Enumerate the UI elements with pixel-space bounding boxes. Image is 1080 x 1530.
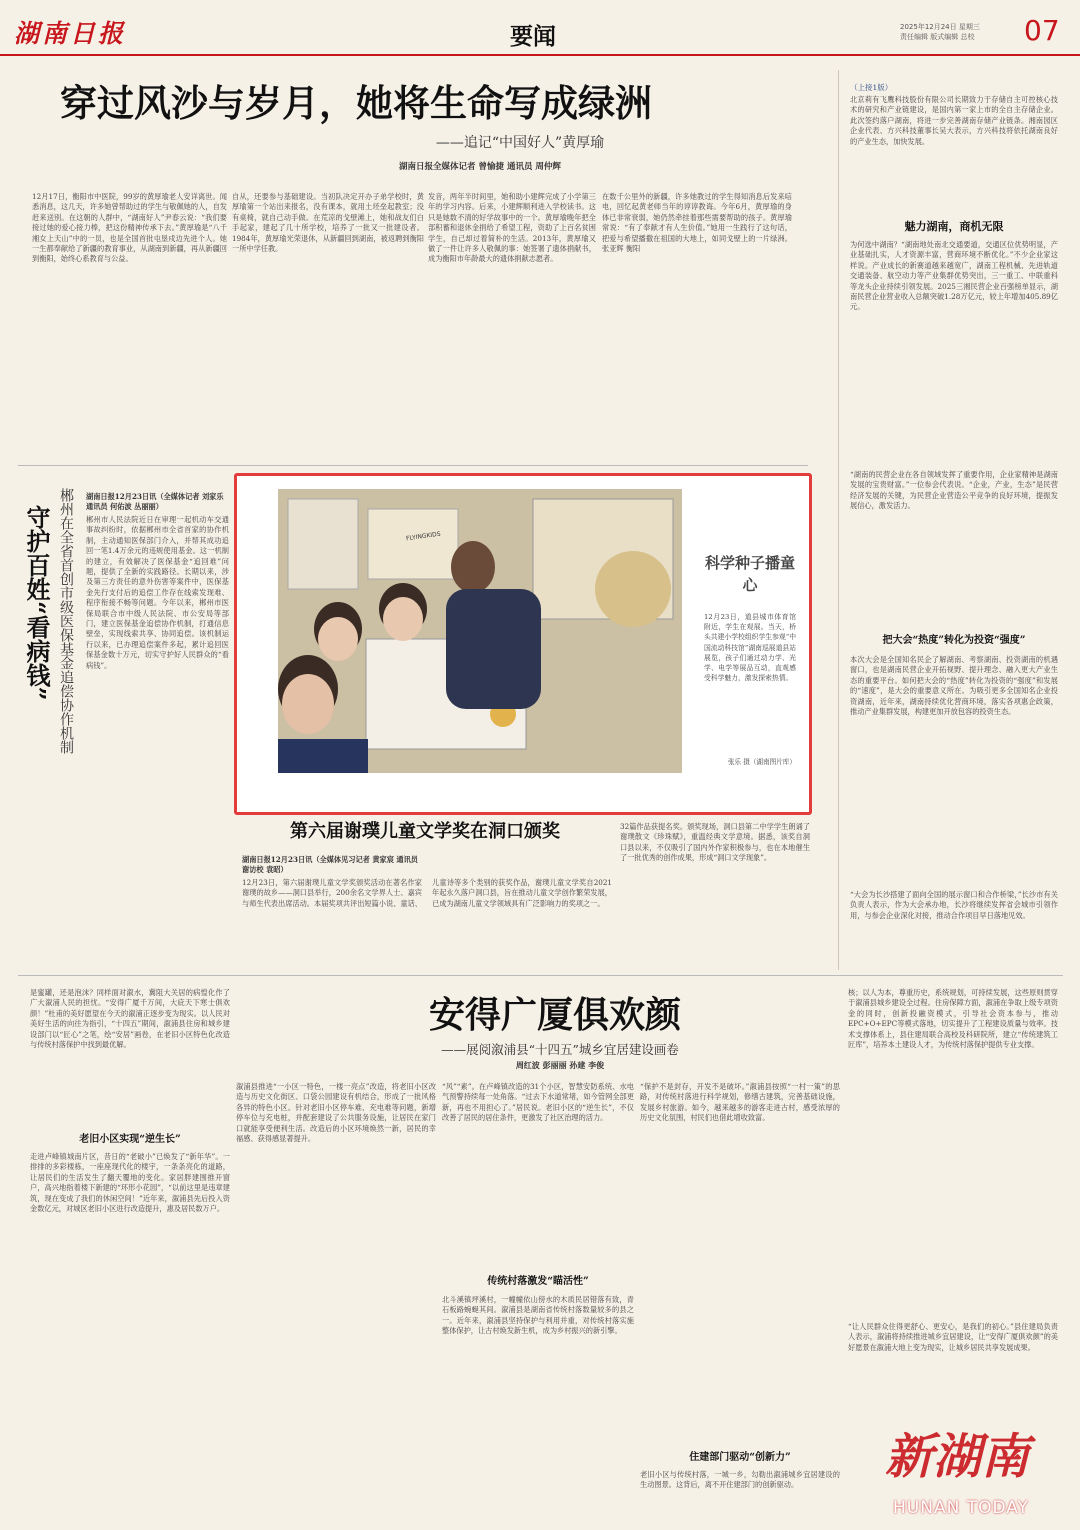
divider xyxy=(18,975,1063,976)
article4-lead: 是蜜罐，还是泡沫？同样面对溆水，冀阻大关居的病惶化作了广大溆浦人民的担忧。“安得广厦千万间，大庇天下寒士俱欢颜！”杜甫的美好愿望在今天的溆浦正逐步变为现实。以人民对美好生活的向往为指引，“十四五”期间，溆浦县住房和城乡建设部门以“匠心”之笔，绘“安居”画卷，在老旧小区特色化改造与传统村落保护中找到最优解。 xyxy=(30,988,230,1050)
article2-side-subtitle: 郴州在全省首创市级医保基金追偿协作机制 xyxy=(58,488,74,754)
article1-col1: 12月17日，衡阳市中医院，99岁的黄厚瑜老人安详离世。闻悉消息，这几天，许多她曾帮助过的学生与敬佩她的人，自发赶来送别。在这朝的人群中，“湖南好人”尹春云说：“我们要接过她的爱心接力棒，把这份精神传承下去。”黄厚瑜是“八千湘女上天山”中的一员，也是全国首批屯垦戍边先进个人。她一生都奉献给了新疆的教育事业，从湖南到新疆，再从新疆回到衡阳，始终心系教育与公益。 xyxy=(32,192,227,264)
date-line: 2025年12月24日 星期三 xyxy=(900,23,980,31)
article1-byline: 湖南日报全媒体记者 曾愉捷 通讯员 周仲辉 xyxy=(399,162,561,172)
article4-subhead-1: 老旧小区实现“逆生长” xyxy=(79,1134,181,1145)
right-para-4: “大会为长沙搭建了面向全国的展示窗口和合作桥梁，”长沙市有关负责人表示，作为大会承办地，长沙将继续发挥省会城市引领作用，与参会企业深化对接，推动合作项目早日落地见效。 xyxy=(850,890,1058,920)
article4-col4b: 老旧小区与传统村落，一城一乡，勾勒出溆浦城乡宜居建设的生动图景。这背后，离不开住建部门的创新驱动。 xyxy=(640,1470,840,1490)
photo-caption-title: 科学种子播童心 xyxy=(704,554,795,594)
article3-byline: 湖南日报12月23日讯（全媒体见习记者 黄家宸 通讯员 谢访校 袁昭） xyxy=(242,855,418,875)
article3-headline: 第六届谢璞儿童文学奖在洞口颁奖 xyxy=(290,821,560,842)
article3-body-2: 32篇作品获提名奖。颁奖现场，洞口县第二中学学生朗诵了谢璞散文《珍珠赋》，重温经典文学意境。据悉，该奖自洞口县以来，不仅吸引了国内外作家积极参与，也在本地催生了一批优秀的创作成果，形成“洞口文学现象”。 xyxy=(620,822,810,863)
article2-byline: 湖南日报12月23日讯（全媒体记者 刘家乐 通讯员 何佑波 丛丽丽） xyxy=(86,492,224,511)
article4-col5: 核；以人为本，尊重历史，系统规划，可持续发展，这些原则贯穿于溆浦县城乡建设全过程。住房保障方面，溆浦在争取上级专项资金的同时，创新投融资模式，引导社会资本参与，推动EPC+O+EPC等模式落地，切实提升了工程建设质量与效率。技术支撑体系上，县住建局联合高校及科研院所，建立“传统建筑工匠库”，培养本土建设人才，为传统村落保护提供专业支撑。 xyxy=(848,988,1058,1050)
right-intro: 北京莉有飞鹰科技股份有限公司长期致力于存储自主可控核心技术的研究和产业链建设，是国内第一家上市的全自主存储企业。此次签约落户湖南，将进一步完善湖南存储产业链条。湘南园区企业代表、方兴科技董事长吴大表示，方兴科技将依托湖南良好的产业生态，加快发展。 xyxy=(850,95,1058,146)
photo-credit: 张乐 摄（湖南图片库） xyxy=(727,758,796,766)
right-para-2: “湖南的民营企业在各自领域发挥了重要作用，企业家精神是湖南发展的宝贵财富。”一位参会代表说。“企业，产业，生态”是民营经济发展的关键，为民营企业营造公平竞争的良好环境，提振发展信心，激发活力。 xyxy=(850,470,1058,511)
masthead-logo: 湖南日报 xyxy=(14,19,127,48)
article4-byline: 周红波 彭丽丽 孙建 李俊 xyxy=(515,1060,605,1070)
article4-subhead-2: 传统村落激发“瞄活性” xyxy=(487,1276,589,1287)
article1-headline: 穿过风沙与岁月，她将生命写成绿洲 xyxy=(60,81,652,125)
article4-col2: 溆浦县推进“一小区一特色，一楼一亮点”改造，将老旧小区改造与历史文化街区、口袋公园建设有机结合，形成了一批风格各异的特色小区。针对老旧小区停车难、充电难等问题，新增停车位与充电桩，并配套建设了公共服务设施，让居民在家门口就能享受便利生活。改造后的小区环境焕然一新，居民的幸福感、获得感显著提升。 xyxy=(236,1082,436,1144)
right-para-1: 为何选中湖南？“湖南地处南北交通要道，交通区位优势明显，产业基础扎实，人才资源丰富，营商环境不断优化。”不少企业家这样说。产业成长的新赛道越来越宽广，湖南工程机械、先进轨道交通装备、航空动力等产业集群优势突出，三一重工、中联重科等龙头企业持续引领发展。2025三湘民营企业百强榜单显示，湖南民营企业营业收入总额突破1.28万亿元，较上年增加405.89亿元。 xyxy=(850,240,1058,312)
article2-side-title: 守护百姓“看病钱” xyxy=(22,505,51,701)
divider xyxy=(18,465,808,466)
photo-banner-text: FLYINGKIDS xyxy=(405,530,442,543)
watermark-sub: HUNAN TODAY xyxy=(893,1498,1029,1518)
article1-col2: 自从，还要参与基础建设。当初队决定开办子弟学校时，黄厚瑜第一个站出来报名，没有课本，就用土坯垒起教室；没有桌椅，就自己动手做。在荒凉的戈壁滩上，她和战友们白手起家，建起了几十所学校，培养了一批又一批建设者。1984年，黄厚瑜光荣退休，从新疆回到湖南，被返聘到衡阳一所中学任教。 xyxy=(232,192,424,254)
article4-col3b: 北斗溪镇坪溪村，一幢幢依山傍水的木质民居错落有致，青石板路蜿蜒其间。溆浦县是湖南省传统村落数量较多的县之一。近年来，溆浦县坚持保护与利用并重，对传统村落实施整体保护，让古村焕发新生机，成为乡村振兴的新引擎。 xyxy=(442,1295,634,1336)
watermark-logo: 新湖南 xyxy=(885,1429,1030,1485)
right-para-3: 本次大会是全国知名民企了解湖南、考察湖南、投资湖南的机遇窗口，也是湖南民营企业开拓视野、提升理念、融入更大产业生态的重要平台。如何把大会的“热度”转化为投资的“强度”和发展的“速度”，是大会的重要意义所在。为吸引更多全国知名企业投资湖南，近年来，湖南持续优化营商环境，落实各项惠企政策，推动产业集群发展，构建更加开放包容的投资生态。 xyxy=(850,655,1058,717)
article4-subtitle: ——展阅溆浦县“十四五”城乡宜居建设画卷 xyxy=(441,1042,679,1057)
article4-col5b: “让人民群众住得更舒心、更安心，是我们的初心。”县住建局负责人表示，溆浦将持续推进城乡宜居建设，让“安得广厦俱欢颜”的美好愿景在溆浦大地上变为现实，让城乡居民共享发展成果。 xyxy=(848,1322,1058,1352)
editors-line: 责任编辑 版式编辑 总校 xyxy=(900,33,975,41)
article1-subtitle: ——追记“中国好人”黄厚瑜 xyxy=(435,135,605,151)
article4-col3: “风”“素”。在卢峰镇改造的31个小区，智慧安防系统、水电气预警持续每一处角落。“过去下水道常堵，如今管网全部更新，再也不用担心了。”居民说。老旧小区的“逆生长”，不仅改善了居民的居住条件，更激发了社区治理的活力。 xyxy=(442,1082,634,1123)
photo-caption: 12月23日，道县城市体育馆附近，学生在观展。当天，桥头共建小学校组织学生参观“中国流动科技馆”湖南巡展道县站展览，孩子们通过动力学、光学、电学等展品互动，直观感受科学魅力，激发探索热情。 xyxy=(704,613,796,683)
right-subhead-2: 把大会“热度”转化为投资“强度” xyxy=(882,635,1026,646)
section-title: 要闻 xyxy=(510,23,556,50)
article2-body: 郴州市人民法院近日在审理一起机动车交通事故纠纷时，依据郴州市全省首家的协作机制，主动通知医保部门介入，并帮其成功追回一笔1.4万余元的违规使用基金。这一机制的建立，有效解决了医保基金“追回难”问题，提供了全新的实践路径。长期以来，涉及第三方责任的意外伤害等案件中，医保基金先行支付后的追偿工作存在线索发现难、程序衔接不畅等问题。今年以来，郴州市医保局联合市中级人民法院、市公安局等部门，建立医保基金追偿协作机制，打通信息壁垒，实现线索共享、协同追偿。该机制运行以来，已办理追偿案件多起，累计追回医保基金数十万元，切实守护好人民群众的“看病钱”。 xyxy=(86,515,229,670)
article4-headline: 安得广厦俱欢颜 xyxy=(428,994,681,1036)
column-rule xyxy=(838,70,839,970)
article4-subhead-3: 住建部门驱动“创新力” xyxy=(689,1452,791,1463)
article3-body: 12月23日，第六届谢璞儿童文学奖颁奖活动在著名作家谢璞的故乡——洞口县举行，200余名文学界人士、嘉宾与师生代表出席活动。本届奖项共评出短篇小说、童话、儿童诗等多个类别的获奖作品，谢璞儿童文学奖自2021年起永久落户洞口县，旨在推动儿童文学创作繁荣发展，已成为湖南儿童文学领域具有广泛影响力的奖项之一。 xyxy=(242,878,612,908)
right-subhead-1: 魅力湖南，商机无限 xyxy=(904,220,1004,233)
news-photo xyxy=(278,489,682,773)
article1-col3: 发音，两年半时间里，她和助小建辉完成了小学第三年的学习内容。后来，小建辉顺利进入学校读书。这只是她数不清的好学故事中的一个。黄厚瑜晚年把全部积蓄和退休金捐给了希望工程，资助了上百名贫困学生，自己却过着简朴的生活。2013年，黄厚瑜又做了一件让许多人敬佩的事：她签署了遗体捐献书，成为衡阳市年龄最大的遗体捐献志愿者。 xyxy=(428,192,596,264)
masthead-rule xyxy=(0,54,1080,56)
page-meta xyxy=(900,22,1030,42)
continued-note: （上接1版） xyxy=(850,83,893,92)
article1-col4: 在数千公里外的新疆，许多她教过的学生得知消息后发来唁电，回忆起黄老师当年的谆谆教诲。今年6月，黄厚瑜的身体已非常衰弱，她仍然牵挂着那些需要帮助的孩子。黄厚瑜常说：“有了奉献才有人生价值。”她用一生践行了这句话，把爱与希望播撒在祖国的大地上，如同戈壁上的一片绿洲。张亚辉 衡阳 xyxy=(602,192,792,254)
page-number: 07 xyxy=(1024,14,1060,47)
article4-col4: “保护不是封存，开发不是破坏。”溆浦县按照“一村一策”的思路，对传统村落进行科学规划，修缮古建筑，完善基础设施，发展乡村旅游。如今，越来越多的游客走进古村，感受浓厚的历史文化氛围，村民们也借此增收致富。 xyxy=(640,1082,840,1123)
article4-col1: 走进卢峰镇城南片区，昔日的“老破小”已焕发了“新年华”。一排排的多彩楼栋，一座座现代化的楼宇，一条条亮化的道路，让居民们的生活发生了翻天覆地的变化。家居胖建围推开窗户，高兴地指着楼下新建的“环形小花园”，“以前这里是违章建筑，现在变成了我们的休闲空间！”近年来，溆浦县先后投入资金数亿元，对城区老旧小区进行改造提升，惠及居民数万户。 xyxy=(30,1152,230,1214)
photo-illustration xyxy=(278,489,682,773)
